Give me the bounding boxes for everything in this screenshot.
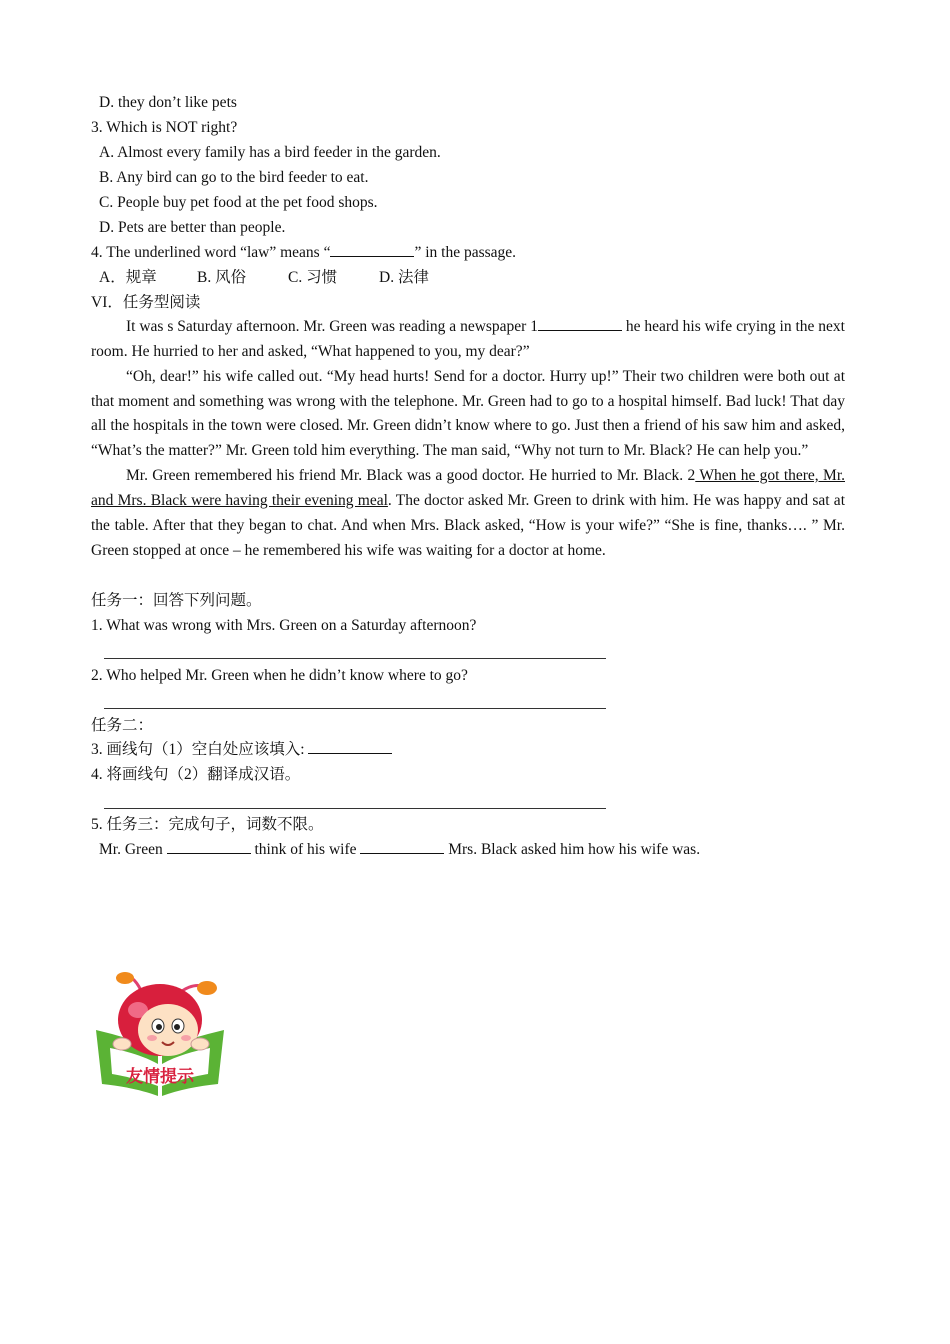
reading-passage	[91, 315, 845, 563]
q2-option-d: D. they don’t like pets	[99, 94, 237, 111]
q4-option-c: C. 习惯	[288, 269, 338, 286]
underlined-sentence-2: When he got there, Mr. and Mrs. Black were having their evening meal	[91, 467, 845, 509]
task1-question-1: 1. What was wrong with Mrs. Green on a Saturday afternoon?	[91, 617, 477, 634]
antenna-tip-left	[116, 972, 134, 984]
answer-line-3[interactable]	[104, 808, 606, 809]
task3-sentence: Mr. Green think of his wife Mrs. Black asked him how his wife was.	[99, 838, 854, 863]
q4-question	[91, 241, 846, 266]
answer-line-1[interactable]	[104, 658, 606, 659]
task2-blank[interactable]	[308, 738, 392, 754]
q4-options	[99, 266, 854, 291]
passage-paragraph-1: It was s Saturday afternoon. Mr. Green was reading a newspaper 1 he heard his wife crying in the next room. He hurried to her and asked, “What happened to you, my dear?”	[91, 315, 845, 365]
passage-paragraph-2: “Oh, dear!” his wife called out. “My head hurts! Send for a doctor. Hurry up!” Their two children were both out at that moment and something was wrong with the telephone. Mr. Green had to go to a hospital himself. Bad luck! That day all the hospitals in the town were closed. Mr. Green didn’t know where to go. Just then a friend of his saw him and asked, “What’s the matter?” Mr. Green told him everything. The man said, “Why not turn to Mr. Black? He can help you.”	[91, 367, 845, 460]
section-title: VI．任务型阅读	[91, 294, 201, 311]
q3-option-a: A. Almost every family has a bird feeder in the garden.	[99, 144, 441, 161]
task3-blank-2[interactable]	[360, 838, 444, 854]
friendly-reminder-logo	[92, 968, 228, 1100]
logo-text: 友情提示	[126, 1067, 194, 1087]
q3-option-b: B. Any bird can go to the bird feeder to eat.	[99, 169, 369, 186]
task1-title: 任务一：回答下列问题。	[91, 592, 262, 609]
q4-option-b: B. 风俗	[197, 269, 247, 286]
cheek-right	[181, 1035, 191, 1041]
task3-blank-1[interactable]	[167, 838, 251, 854]
character-face	[138, 1004, 198, 1056]
hand-left	[113, 1038, 131, 1050]
q4-suffix: ” in the passage.	[414, 244, 517, 261]
task3-title: 5. 任务三：完成句子，词数不限。	[91, 816, 324, 833]
q3-option-c: C. People buy pet food at the pet food shops.	[99, 194, 378, 211]
passage-paragraph-3: Mr. Green remembered his friend Mr. Black was a good doctor. He hurried to Mr. Black. 2 When he got there, Mr. and Mrs. Black were having their evening meal. The doctor asked Mr. Green to drink with him. He was happy and sat at the table. After that they began to chat. And when Mrs. Black asked, “How is your wife?” “She is fine, thanks…. ” Mr. Green stopped at once – he remembered his wife was waiting for a doctor at home.	[91, 467, 845, 559]
q4-option-d: D. 法律	[379, 269, 429, 286]
q3-question: 3. Which is NOT right?	[91, 119, 238, 136]
q4-option-a: A．规章	[99, 269, 157, 286]
task2-question-4: 4. 将画线句（2）翻译成汉语。	[91, 766, 301, 783]
q4-blank[interactable]	[330, 241, 414, 257]
antenna-tip-right	[197, 981, 217, 995]
task2-title: 任务二：	[91, 717, 154, 734]
task2-question-3: 3. 画线句（1）空白处应该填入:	[91, 738, 846, 763]
passage-blank-1[interactable]	[538, 315, 622, 331]
answer-line-2[interactable]	[104, 708, 606, 709]
cheek-left	[147, 1035, 157, 1041]
q4-prefix: 4. The underlined word “law” means “	[91, 244, 331, 261]
task1-question-2: 2. Who helped Mr. Green when he didn’t know where to go?	[91, 667, 468, 684]
hand-right	[191, 1038, 209, 1050]
q3-option-d: D. Pets are better than people.	[99, 219, 286, 236]
